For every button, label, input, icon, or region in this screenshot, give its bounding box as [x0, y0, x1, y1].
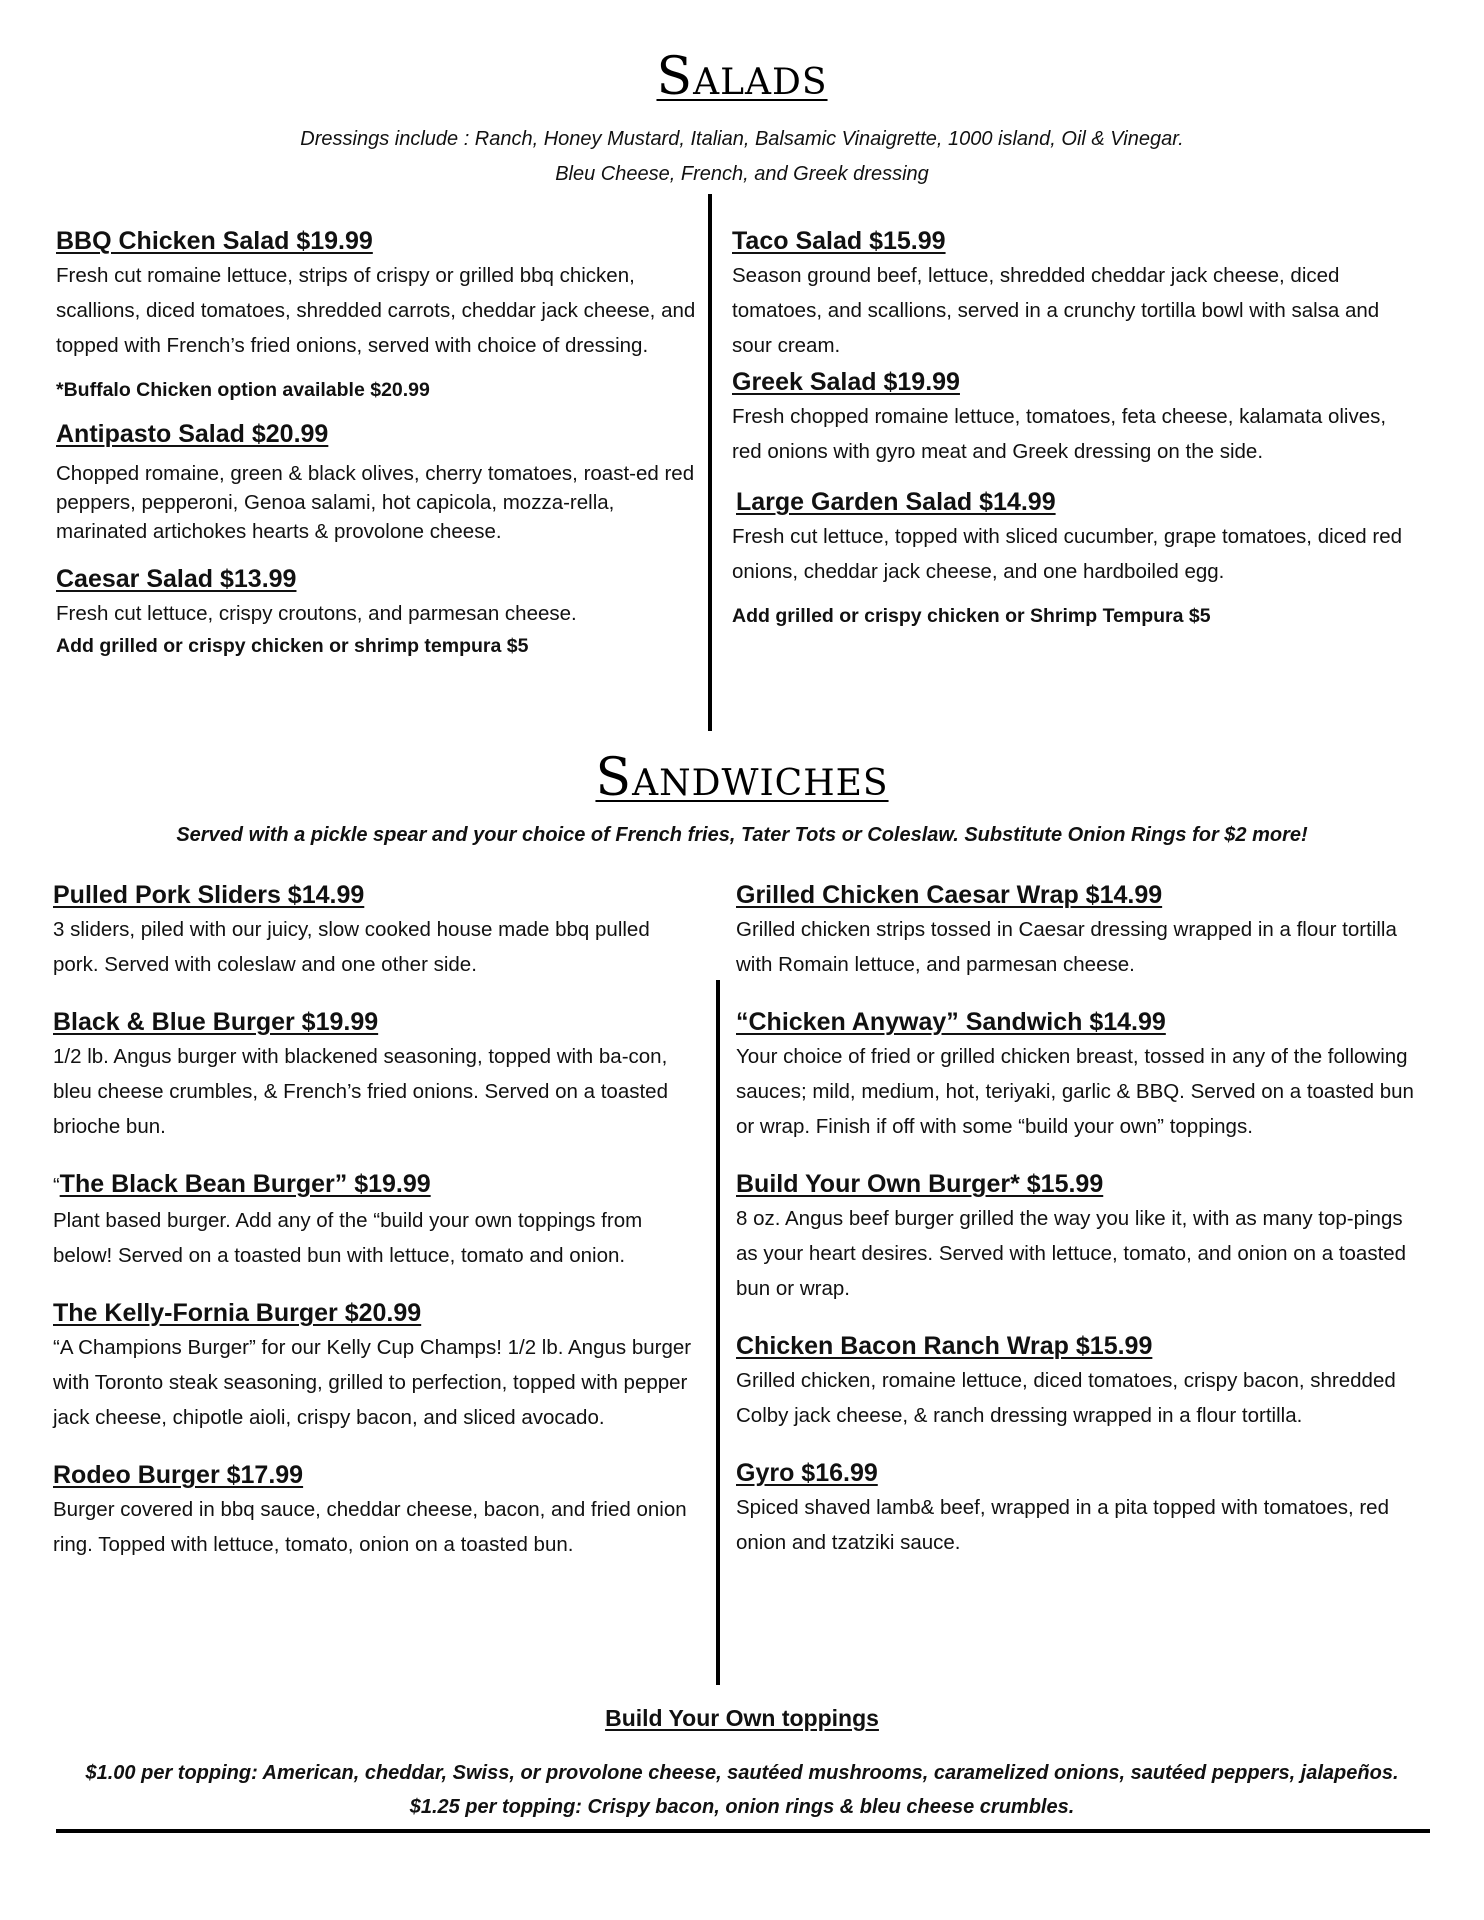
black-blue-burger-name: Black & Blue Burger $19.99 — [53, 1008, 379, 1036]
rodeo-burger — [53, 1458, 699, 1562]
toppings-line-1: $1.00 per topping: American, cheddar, Swiss, or provolone cheese, sautéed mushrooms, caramelized onions, sautéed peppers, jalapeños. — [85, 1762, 1399, 1784]
dressings-line-1: Dressings include : Ranch, Honey Mustard, Italian, Balsamic Vinaigrette, 1000 island, Oil & Vinegar. — [300, 128, 1184, 150]
taco-salad-name: Taco Salad $15.99 — [732, 227, 946, 255]
chicken-bacon-ranch-wrap-name: Chicken Bacon Ranch Wrap $15.99 — [736, 1332, 1153, 1360]
gyro-name: Gyro $16.99 — [736, 1459, 878, 1487]
toppings-title: Build Your Own toppings — [605, 1705, 879, 1731]
sandwiches-column-divider — [716, 980, 720, 1685]
greek-salad-desc: Fresh chopped romaine lettuce, tomatoes, feta cheese, kalamata olives, red onions with gyro meat and Greek dressing on the side. — [732, 405, 1387, 463]
antipasto-salad-desc: Chopped romaine, green & black olives, cherry tomatoes, roast-ed red peppers, pepperoni, Genoa salami, hot capicola, mozza-rella, marinated artichokes hearts & provolone cheese. — [56, 462, 695, 543]
chicken-anyway-sandwich-desc: Your choice of fried or grilled chicken breast, tossed in any of the following sauces; mild, medium, hot, teriyaki, garlic & BBQ. Served on a toasted bun or wrap. Finish if off with some “build your own” toppings. — [736, 1045, 1414, 1138]
rodeo-burger-desc: Burger covered in bbq sauce, cheddar cheese, bacon, and fried onion ring. Topped with lettuce, tomato, onion on a toasted bun. — [53, 1498, 687, 1556]
salads-left-column — [56, 224, 696, 661]
caesar-salad — [56, 562, 696, 661]
sandwiches-right-column — [736, 878, 1422, 1560]
salads-column-divider — [708, 194, 712, 731]
large-garden-salad — [732, 485, 1412, 519]
chicken-bacon-ranch-wrap — [736, 1329, 1422, 1433]
salads-title: Salads — [656, 47, 828, 107]
caesar-add-note: Add grilled or crispy chicken or shrimp tempura $5 — [56, 635, 529, 657]
sandwiches-title: Sandwiches — [595, 748, 889, 808]
gyro-desc: Spiced shaved lamb& beef, wrapped in a pita topped with tomatoes, red onion and tzatziki sauce. — [736, 1496, 1389, 1554]
greek-salad — [732, 365, 1412, 469]
caesar-salad-desc: Fresh cut lettuce, crispy croutons, and parmesan cheese. — [56, 602, 577, 625]
kelly-fornia-burger-desc: “A Champions Burger” for our Kelly Cup Champs! 1/2 lb. Angus burger with Toronto steak seasoning, grilled to perfection, topped with pepper jack cheese, chipotle aioli, crispy bacon, and sliced avocado. — [53, 1336, 692, 1429]
black-bean-burger-desc: Plant based burger. Add any of the “build your own toppings from below! Served on a toasted bun with lettuce, tomato and onion. — [53, 1209, 643, 1267]
black-bean-burger-name: The Black Bean Burger” $19.99 — [59, 1170, 431, 1198]
kelly-fornia-burger-name: The Kelly-Fornia Burger $20.99 — [53, 1299, 422, 1327]
chicken-bacon-ranch-wrap-desc: Grilled chicken, romaine lettuce, diced tomatoes, crispy bacon, shredded Colby jack cheese, & ranch dressing wrapped in a flour tortilla. — [736, 1369, 1396, 1427]
build-your-own-burger-desc: 8 oz. Angus beef burger grilled the way you like it, with as many top-pings as your heart desires. Served with lettuce, tomato, and onion on a toasted bun or wrap. — [736, 1207, 1407, 1300]
taco-salad-desc: Season ground beef, lettuce, shredded cheddar jack cheese, diced tomatoes, and scallions, served in a crunchy tortilla bowl with salsa and sour cream. — [732, 264, 1380, 357]
kelly-fornia-burger — [53, 1296, 699, 1435]
caesar-salad-name: Caesar Salad $13.99 — [56, 565, 297, 593]
black-blue-burger — [53, 1005, 699, 1144]
pulled-pork-sliders-name: Pulled Pork Sliders $14.99 — [53, 881, 365, 909]
dressings-line-2: Bleu Cheese, French, and Greek dressing — [555, 163, 929, 185]
build-your-own-burger — [736, 1167, 1422, 1306]
chicken-anyway-sandwich-name: “Chicken Anyway” Sandwich $14.99 — [736, 1008, 1166, 1036]
bottom-rule — [56, 1829, 1430, 1833]
bbq-chicken-salad-name: BBQ Chicken Salad $19.99 — [56, 227, 373, 255]
black-blue-burger-desc: 1/2 lb. Angus burger with blackened seasoning, topped with ba-con, bleu cheese crumbles, & French’s fried onions. Served on a toasted brioche bun. — [53, 1045, 668, 1138]
taco-salad — [732, 224, 1412, 363]
build-your-own-burger-name: Build Your Own Burger* $15.99 — [736, 1170, 1104, 1198]
salads-add-note: Add grilled or crispy chicken or Shrimp Tempura $5 — [732, 605, 1211, 627]
bbq-chicken-salad-desc: Fresh cut romaine lettuce, strips of crispy or grilled bbq chicken, scallions, diced tomatoes, shredded carrots, cheddar jack cheese, and topped with French’s fried onions, served with choice of dressing. — [56, 264, 696, 357]
black-bean-quote: “ — [53, 1175, 60, 1197]
chicken-anyway-sandwich — [736, 1005, 1422, 1144]
antipasto-salad — [56, 417, 696, 546]
pulled-pork-sliders-desc: 3 sliders, piled with our juicy, slow cooked house made bbq pulled pork. Served with coleslaw and one other side. — [53, 918, 650, 976]
large-garden-salad-desc: Fresh cut lettuce, topped with sliced cucumber, grape tomatoes, diced red onions, cheddar jack cheese, and one hardboiled egg. — [732, 525, 1403, 583]
grilled-chicken-caesar-wrap-name: Grilled Chicken Caesar Wrap $14.99 — [736, 881, 1163, 909]
antipasto-salad-name: Antipasto Salad $20.99 — [56, 420, 329, 448]
toppings-line-2: $1.25 per topping: Crispy bacon, onion rings & bleu cheese crumbles. — [409, 1796, 1075, 1818]
grilled-chicken-caesar-wrap — [736, 878, 1422, 982]
greek-salad-name: Greek Salad $19.99 — [732, 368, 960, 396]
grilled-chicken-caesar-wrap-desc: Grilled chicken strips tossed in Caesar dressing wrapped in a flour tortilla with Romain lettuce, and parmesan cheese. — [736, 918, 1397, 976]
pulled-pork-sliders — [53, 878, 699, 982]
rodeo-burger-name: Rodeo Burger $17.99 — [53, 1461, 304, 1489]
sandwiches-left-column — [53, 878, 699, 1562]
bbq-chicken-salad — [56, 224, 696, 363]
salads-right-column — [732, 224, 1412, 631]
black-bean-burger — [53, 1167, 699, 1273]
gyro — [736, 1456, 1422, 1560]
large-garden-salad-name: Large Garden Salad $14.99 — [736, 488, 1056, 516]
buffalo-chicken-note: *Buffalo Chicken option available $20.99 — [56, 379, 430, 401]
sandwiches-subtitle: Served with a pickle spear and your choice of French fries, Tater Tots or Coleslaw. Substitute Onion Rings for $2 more! — [176, 824, 1308, 846]
